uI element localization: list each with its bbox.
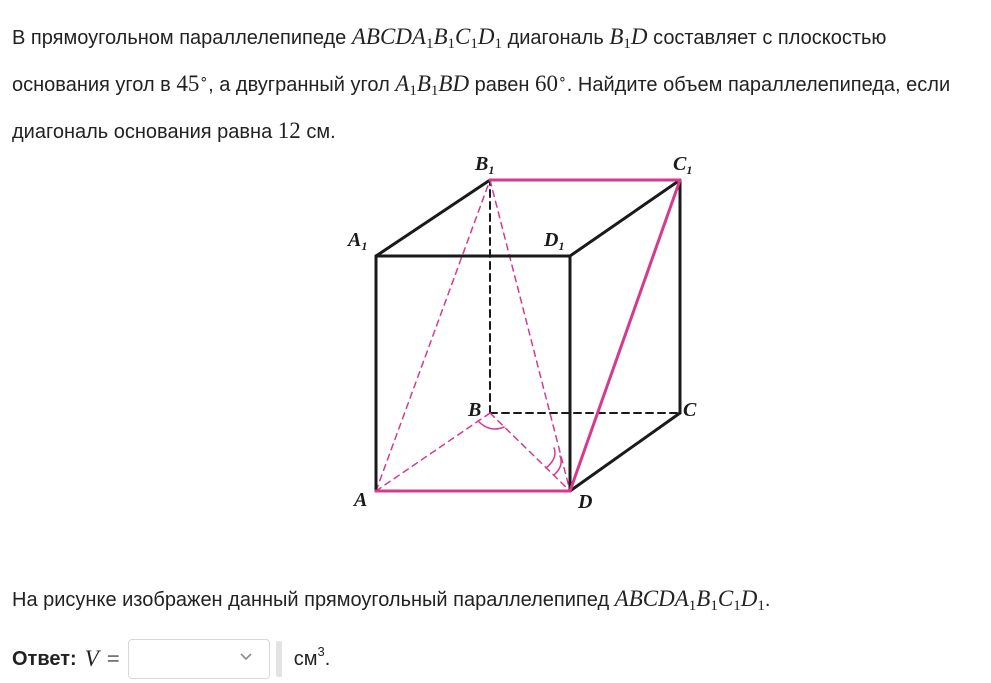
math-length: 12 [277, 118, 301, 143]
answer-variable: V [84, 646, 99, 671]
math-dihedral: $A_1B_1BD$ [395, 71, 470, 99]
edge-a1b1 [376, 180, 490, 256]
edge-dc [570, 413, 680, 491]
parallelepiped-diagram [340, 148, 710, 518]
math-angle-45: 45∘ [176, 71, 209, 96]
math-diagonal: $B_1D$ [609, 24, 648, 52]
edge-d1c1 [570, 180, 680, 256]
label-b: B [468, 399, 482, 421]
answer-unit: $см^3$. [293, 643, 331, 670]
label-a: A [354, 489, 368, 511]
line-b1d [490, 180, 570, 491]
answer-equals: = [106, 646, 120, 671]
caption-box-name: $ABCDA_1B_1C_1D_1$ [614, 586, 765, 614]
answer-row [12, 638, 330, 680]
problem-text: В прямоугольном параллелепипеде $ABCDA_1B_1C_1D_1$ диагональ $B_1D$ составляет с плоскостью основания угол в 45∘, а двугранный угол $A_1B_1BD$ равен 60∘. Найдите объем параллелепипеда, если диагональ основания равна 12 см. [12, 24, 951, 143]
answer-select[interactable] [128, 639, 270, 679]
label-c1: $C_1$ [673, 153, 693, 177]
label-c: C [683, 399, 697, 421]
line-ab1 [376, 180, 490, 491]
diagonal-dc1 [570, 180, 680, 491]
edge-bd [490, 413, 570, 491]
angle-mark-d-inner [554, 456, 561, 475]
chevron-down-icon [239, 649, 253, 666]
label-d1: $D_1$ [544, 229, 565, 253]
label-d: D [578, 491, 593, 513]
input-separator [276, 641, 282, 677]
edge-ab [376, 413, 490, 491]
math-angle-60: 60∘ [535, 71, 567, 96]
parallelepiped-figure [340, 148, 710, 518]
label-b1: $B_1$ [475, 153, 495, 177]
label-a1: $A_1$ [348, 229, 368, 253]
angle-mark-d-outer [546, 448, 555, 468]
math-box-name: $ABCDA_1B_1C_1D_1$ [351, 24, 503, 52]
figure-caption: На рисунке изображен данный прямоугольный параллелепипед $ABCDA_1B_1C_1D_1$. [12, 586, 771, 614]
answer-label: Ответ: [12, 647, 77, 670]
